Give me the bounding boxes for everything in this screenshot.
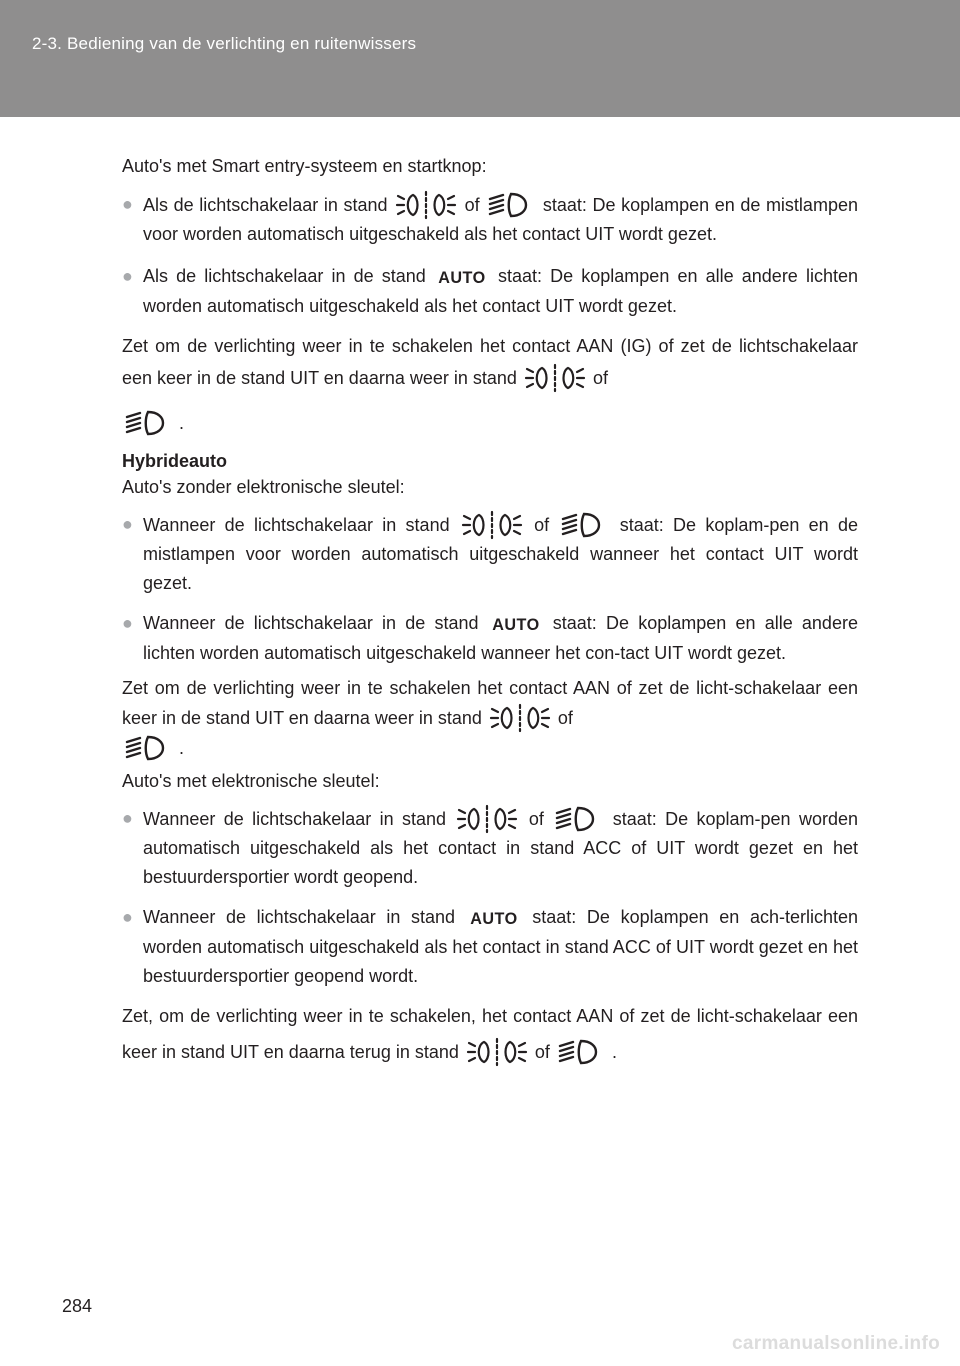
bullet-icon: ●: [122, 194, 133, 214]
bullet-icon: ●: [122, 266, 133, 286]
headlight-icon: [554, 804, 602, 834]
bullet-icon: ●: [122, 907, 133, 927]
bullet-icon: ●: [122, 808, 133, 828]
auto-icon: AUTO: [438, 268, 486, 287]
auto-icon: AUTO: [469, 909, 518, 928]
headlight-icon: [560, 510, 608, 540]
headlight-icon: [124, 408, 172, 438]
front-fog-light-icon: [456, 804, 518, 834]
s3-bullet-2: ● Wanneer de lichtschakelaar in stand AUTO staat: De koplampen en ach-terlichten worden automatisch uitgeschakeld als het contact in stand ACC of UIT wordt gezet en het bestuurdersportier geopend wordt.: [122, 903, 858, 991]
s2-intro: Auto's zonder elektronische sleutel:: [122, 477, 405, 497]
page-content: [122, 150, 858, 1070]
bullet-icon: ●: [122, 613, 133, 633]
s3-bullet-1: ● Wanneer de lichtschakelaar in stand of staat: De koplam-pen worden automatisch uitgeschakeld als het contact in stand ACC of UIT wordt gezet en het bestuurdersportier wordt geopend.: [122, 804, 858, 892]
bullet-icon: ●: [122, 514, 133, 534]
front-fog-light-icon: [524, 363, 586, 393]
s1-bullet-1: ● Als de lichtschakelaar in stand of staat: De koplampen en de mistlampen voor worden automatisch uitgeschakeld als het contact UIT wordt gezet.: [122, 190, 858, 249]
page-header: [0, 0, 960, 117]
s1-bullet-2: ● Als de lichtschakelaar in de stand AUTO staat: De koplampen en alle andere lichten worden automatisch uitgeschakeld als het contact UIT wordt gezet.: [122, 262, 858, 321]
s1-intro: Auto's met Smart entry-systeem en startknop:: [122, 156, 487, 176]
front-fog-light-icon: [395, 190, 457, 220]
page-number: 284: [62, 1296, 93, 1316]
headlight-icon: [487, 190, 535, 220]
s3-intro: Auto's met elektronische sleutel:: [122, 771, 380, 791]
headlight-icon: [557, 1037, 605, 1067]
front-fog-light-icon: [489, 703, 551, 733]
front-fog-light-icon: [466, 1037, 528, 1067]
s2-bullet-1: ● Wanneer de lichtschakelaar in stand of staat: De koplam-pen en de mistlampen voor worden automatisch uitgeschakeld wanneer het contact UIT wordt gezet.: [122, 510, 858, 598]
s1-outro: Zet om de verlichting weer in te schakelen het contact AAN (IG) of zet de lichtschakelaar een keer in de stand UIT en daarna weer in stand of .: [122, 330, 858, 439]
headlight-icon: [124, 733, 172, 763]
watermark: carmanualsonline.info: [732, 1333, 940, 1354]
s2-heading: Hybrideauto: [122, 451, 228, 471]
s2-bullet-2: ● Wanneer de lichtschakelaar in de stand AUTO staat: De koplampen en alle andere lichten worden automatisch uitgeschakeld wanneer het con-tact UIT wordt gezet.: [122, 609, 858, 668]
front-fog-light-icon: [461, 510, 523, 540]
s3-outro: Zet, om de verlichting weer in te schakelen, het contact AAN of zet de licht-schakelaar een keer in stand UIT en daarna terug in stand of .: [122, 998, 858, 1070]
s2-outro: Zet om de verlichting weer in te schakelen het contact AAN of zet de licht-schakelaar een keer in de stand UIT en daarna weer in stand of .: [122, 674, 858, 763]
auto-icon: AUTO: [491, 615, 540, 634]
header-title: 2-3. Bediening van de verlichting en ruitenwissers: [32, 34, 417, 53]
